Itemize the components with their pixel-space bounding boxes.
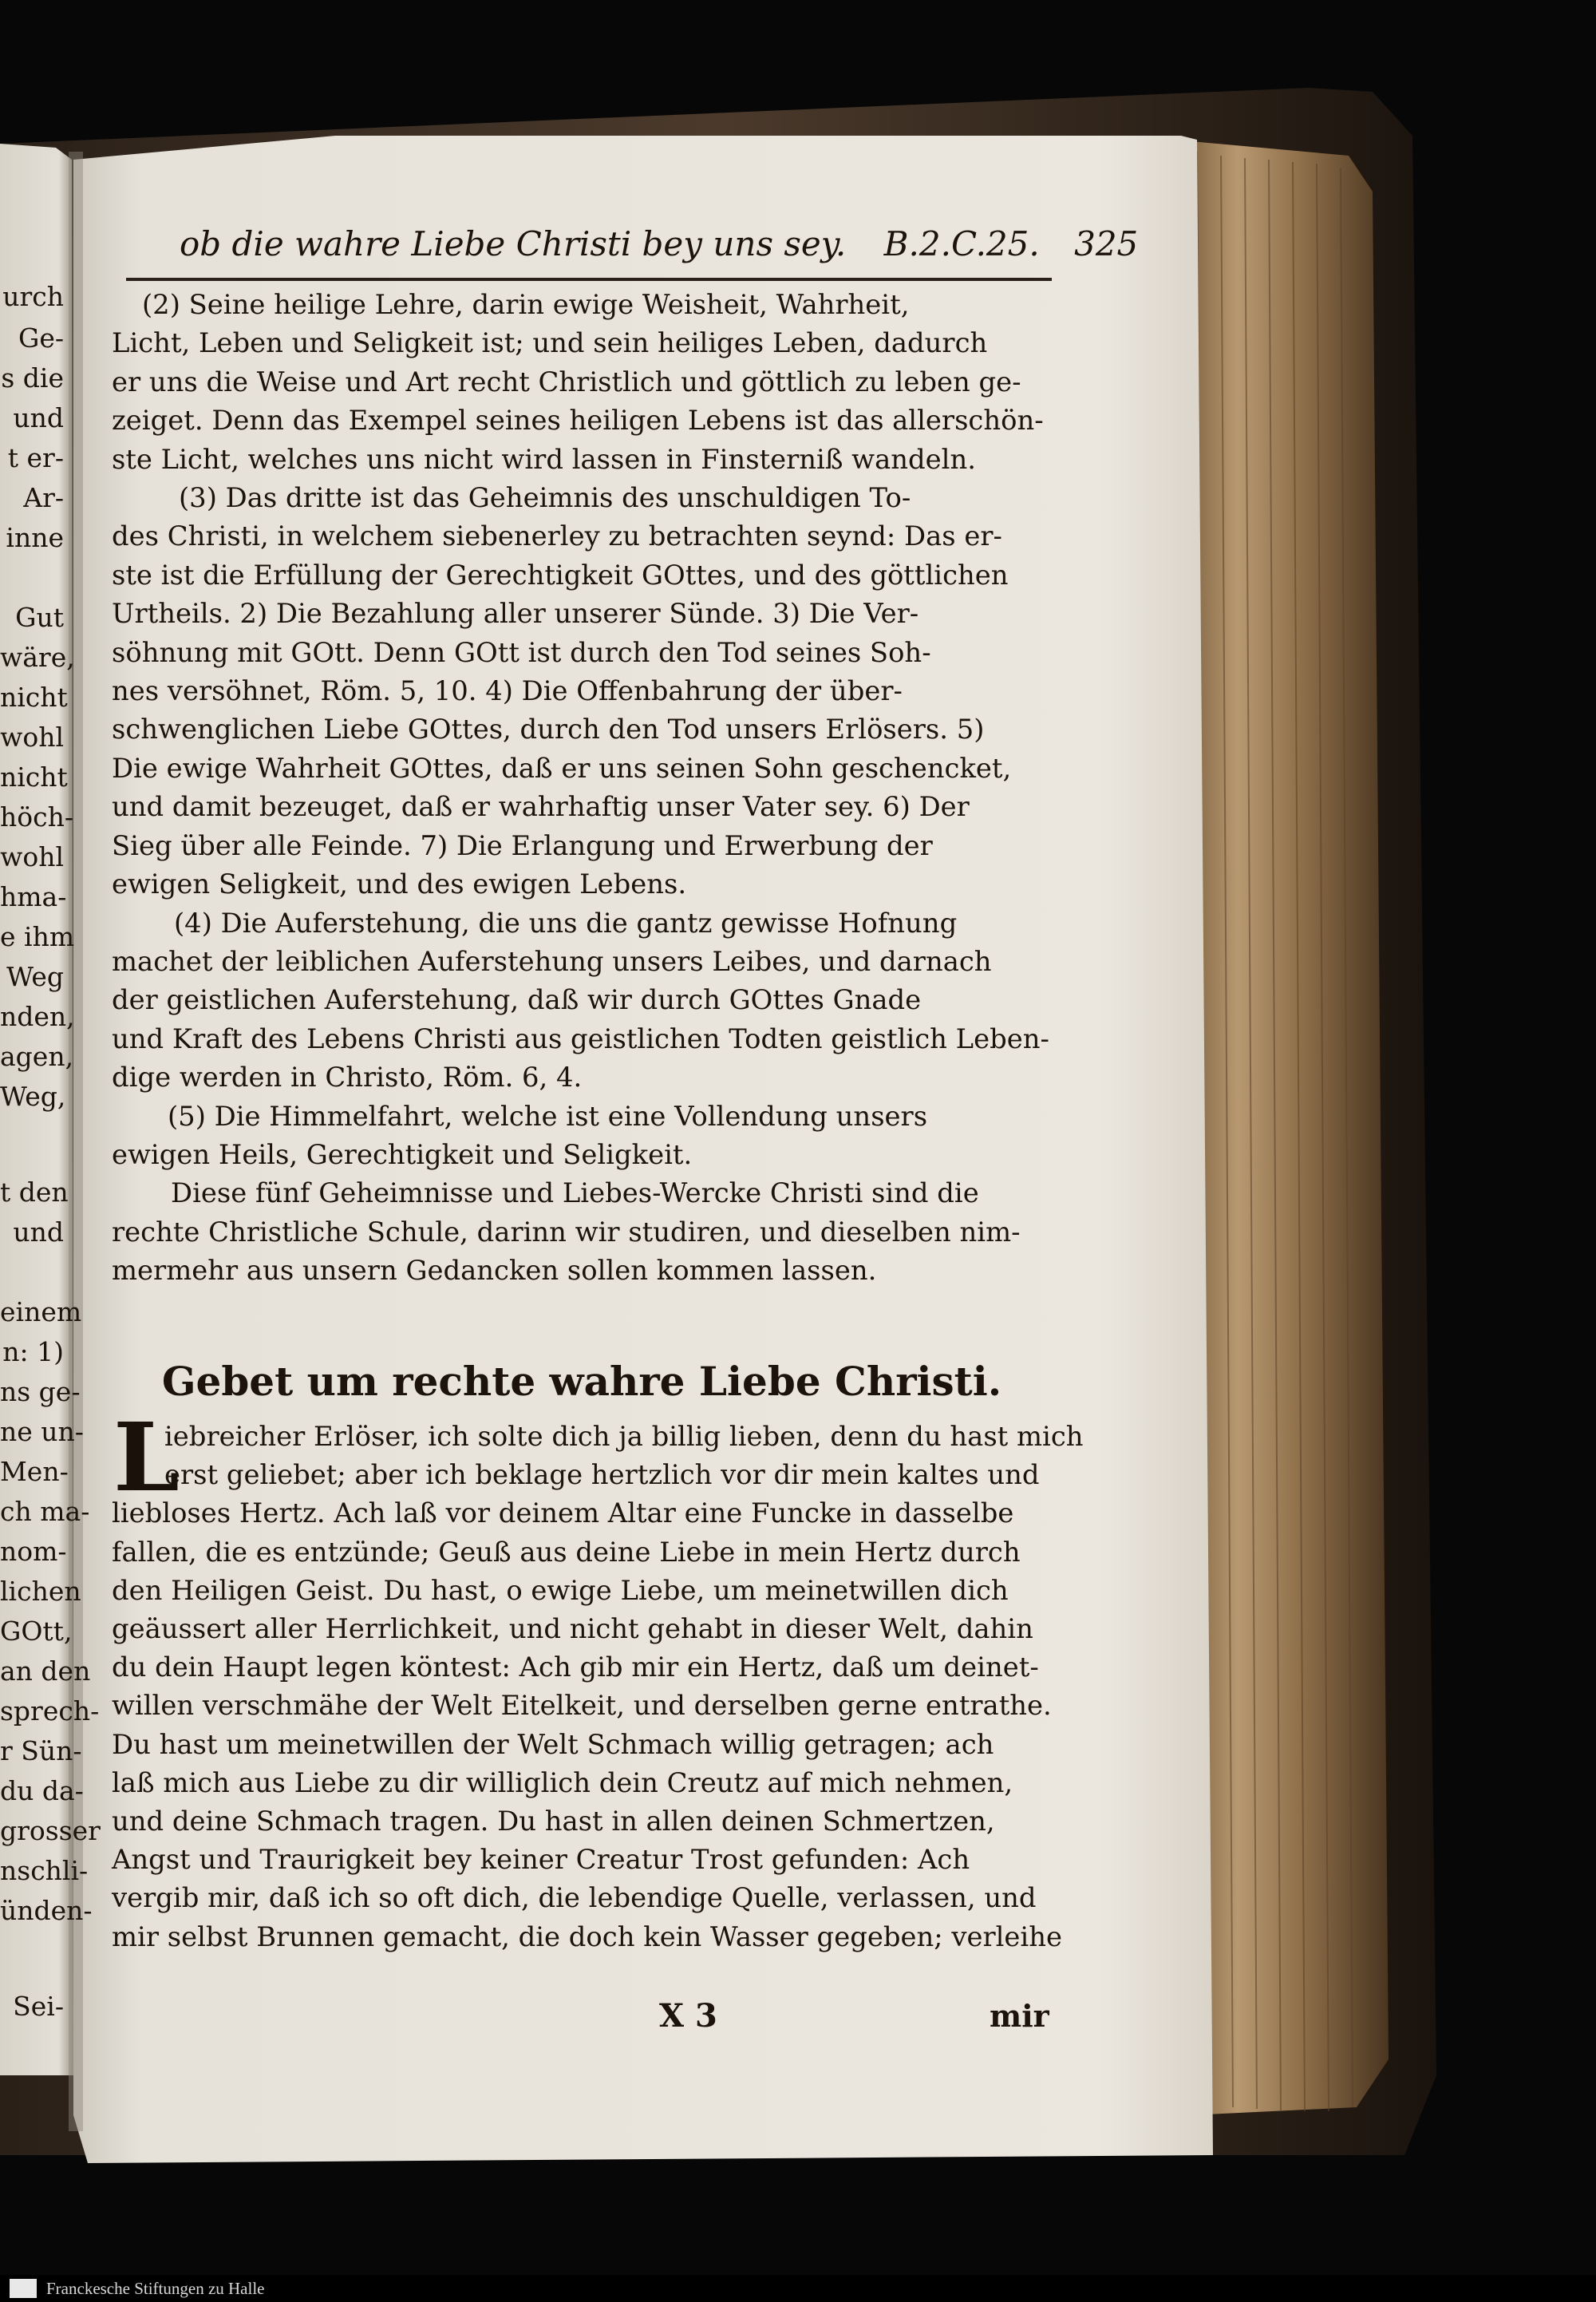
text-line: machet der leiblichen Auferstehung unsers Leibes, und darnach (112, 945, 992, 977)
prayer-text (112, 1418, 1084, 1956)
header-rule (126, 278, 1052, 281)
text-line: er uns die Weise und Art recht Christlich und göttlich zu leben ge- (112, 366, 1021, 398)
left-page-fragment: urch (2, 281, 64, 312)
left-page-fragment: einem (0, 1296, 82, 1327)
left-page-fragment: sprech- (0, 1695, 100, 1726)
left-page-fragment: Ge- (18, 322, 64, 354)
left-page-fragment: nden, (0, 1001, 75, 1032)
running-title: ob die wahre Liebe Christi bey uns sey. (180, 224, 847, 263)
text-line: Die ewige Wahrheit GOttes, daß er uns seinen Sohn geschencket, (112, 752, 1012, 784)
text-line: und damit bezeuget, daß er wahrhaftig unser Vater sey. 6) Der (112, 791, 970, 823)
text-line: Diese fünf Geheimnisse und Liebes-Wercke Christi sind die (171, 1177, 979, 1209)
institution-logo-icon (10, 2279, 37, 2298)
left-page-fragment: grosser (0, 1815, 101, 1846)
left-page-fragment: hma- (0, 881, 67, 912)
section-reference: B.2.C.25. (883, 224, 1040, 263)
left-page-fragment: Sei- (13, 1991, 64, 2022)
text-line: der geistlichen Auferstehung, daß wir durch GOttes Gnade (112, 984, 922, 1016)
text-line: mermehr aus unsern Gedancken sollen kommen lassen. (112, 1255, 877, 1287)
left-page-fragment: nom- (0, 1536, 67, 1567)
signature-mark: X 3 (659, 1997, 717, 2035)
left-page-fragment: Weg, (0, 1081, 66, 1112)
left-page-fragment: lichen (0, 1576, 81, 1607)
text-line: Urtheils. 2) Die Bezahlung aller unserer Sünde. 3) Die Ver- (112, 598, 919, 630)
left-page-fragment: r Sün- (0, 1735, 82, 1766)
text-line: dige werden in Christo, Röm. 6, 4. (112, 1062, 583, 1094)
prayer-line: erst geliebet; aber ich beklage hertzlich vor dir mein kaltes und (164, 1459, 1040, 1491)
text-line: (2) Seine heilige Lehre, darin ewige Weisheit, Wahrheit, (142, 289, 910, 320)
text-line: (4) Die Auferstehung, die uns die gantz gewisse Hofnung (174, 907, 958, 939)
left-page-fragment: nicht (0, 761, 68, 793)
left-page-fragment: wohl (0, 722, 64, 753)
left-page-fragment: Weg (6, 961, 64, 992)
left-page-fragment: Gut (15, 602, 64, 633)
left-page-fragment: ünden- (0, 1895, 93, 1926)
text-line: schwenglichen Liebe GOttes, durch den Tod unsers Erlösers. 5) (112, 714, 985, 746)
prayer-line: Du hast um meinetwillen der Welt Schmach willig getragen; ach (112, 1728, 994, 1760)
text-line: ewigen Seligkeit, und des ewigen Lebens. (112, 868, 687, 900)
left-page-fragment: agen, (0, 1041, 74, 1072)
text-line: ste Licht, welches uns nicht wird lassen in Finsterniß wandeln. (112, 443, 976, 475)
prayer-line: liebloses Hertz. Ach laß vor deinem Altar eine Funcke in dasselbe (112, 1497, 1014, 1529)
prayer-line: geäussert aller Herrlichkeit, und nicht gehabt in dieser Welt, dahin (112, 1613, 1033, 1645)
text-line: (5) Die Himmelfahrt, welche ist eine Vollendung unsers (168, 1100, 928, 1132)
left-page-fragment: Ar- (23, 482, 64, 513)
catchword: mir (990, 1998, 1049, 2034)
text-line: ewigen Heils, Gerechtigkeit und Seligkeit. (112, 1138, 693, 1170)
page-number: 325 (1074, 224, 1139, 263)
text-line: söhnung mit GOtt. Denn GOtt ist durch den Tod seines Soh- (112, 636, 931, 668)
prayer-title: Gebet um rechte wahre Liebe Christi. (161, 1358, 1002, 1405)
left-page-fragment: ne un- (0, 1416, 84, 1447)
left-page-fragment: höch- (0, 801, 74, 833)
text-line: rechte Christliche Schule, darinn wir studiren, und dieselben nim- (112, 1216, 1021, 1248)
left-page-fragment: nschli- (0, 1855, 89, 1886)
left-page-fragment: wohl (0, 841, 64, 872)
prayer-line: du dein Haupt legen köntest: Ach gib mir ein Hertz, daß um deinet- (112, 1651, 1039, 1683)
text-line: ste ist die Erfüllung der Gerechtigkeit GOttes, und des göttlichen (112, 559, 1009, 591)
prayer-line: und deine Schmach tragen. Du hast in allen deinen Schmertzen, (112, 1806, 995, 1837)
text-line: und Kraft des Lebens Christi aus geistlichen Todten geistlich Leben- (112, 1022, 1049, 1054)
left-page-fragment: t den (0, 1177, 69, 1208)
left-page-fragment: ns ge- (0, 1376, 81, 1407)
left-page-fragment: GOtt, (0, 1616, 73, 1647)
prayer-line: den Heiligen Geist. Du hast, o ewige Liebe, um meinetwillen dich (112, 1574, 1009, 1606)
left-page-fragment: nicht (0, 682, 68, 713)
left-page-fragment: e ihm (0, 921, 75, 952)
prayer-line: mir selbst Brunnen gemacht, die doch kein Wasser gegeben; verleihe (112, 1920, 1062, 1952)
text-line: (3) Das dritte ist das Geheimnis des unschuldigen To- (179, 482, 911, 514)
left-page-fragment: Men- (0, 1456, 69, 1487)
text-line: Licht, Leben und Seligkeit ist; und sein heiliges Leben, dadurch (112, 327, 988, 359)
footer-credit: Franckesche Stiftungen zu Halle (46, 2279, 265, 2298)
left-page-fragment: s die (1, 362, 64, 394)
prayer-line: vergib mir, daß ich so oft dich, die lebendige Quelle, verlassen, und (112, 1882, 1037, 1914)
left-page-fragment: n: 1) (2, 1336, 64, 1367)
prayer-line: iebreicher Erlöser, ich solte dich ja billig lieben, denn du hast mich (164, 1421, 1084, 1452)
left-page-fragment: wäre, (0, 642, 75, 673)
left-page-fragment: und (13, 402, 64, 433)
prayer-line: fallen, die es entzünde; Geuß aus deine Liebe in mein Hertz durch (112, 1536, 1021, 1568)
left-page-fragment: an den (0, 1655, 91, 1687)
body-text (112, 286, 1052, 1291)
left-page-fragment: du da- (0, 1775, 84, 1806)
prayer-line: laß mich aus Liebe zu dir williglich dein Creutz auf mich nehmen, (112, 1766, 1013, 1798)
prayer-line: willen verschmähe der Welt Eitelkeit, und derselben gerne entrathe. (112, 1690, 1052, 1722)
text-line: zeiget. Denn das Exempel seines heiligen Lebens ist das allerschön- (112, 405, 1044, 437)
text-line: des Christi, in welchem siebenerley zu betrachten seynd: Das er- (112, 520, 1002, 552)
left-page-fragment: und (13, 1216, 64, 1248)
text-line: Sieg über alle Feinde. 7) Die Erlangung und Erwerbung der (112, 829, 933, 861)
text-line: nes versöhnet, Röm. 5, 10. 4) Die Offenbahrung der über- (112, 675, 903, 707)
left-page-fragment: ch ma- (0, 1496, 90, 1527)
drop-cap: L (113, 1402, 180, 1513)
running-header (180, 223, 1139, 265)
left-page-fragment: inne (6, 522, 64, 553)
prayer-line: Angst und Traurigkeit bey keiner Creatur Trost gefunden: Ach (112, 1844, 970, 1876)
left-page-fragment: t er- (7, 442, 64, 473)
